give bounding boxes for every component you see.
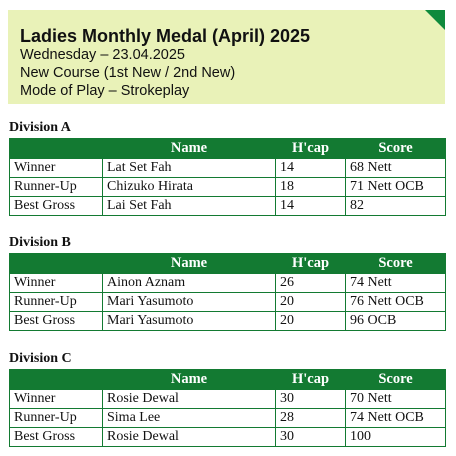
score: 96 OCB [346,312,446,331]
player-name: Lat Set Fah [103,159,276,178]
event-date: Wednesday – 23.04.2025 [20,47,186,63]
table-row [10,390,446,409]
player-name: Sima Lee [103,409,276,428]
division-title: Division A [9,120,71,135]
header-hcap: H'cap [276,254,346,274]
table-row [10,178,446,197]
corner-decoration [425,10,445,30]
table-header-row [10,254,446,274]
score: 71 Nett OCB [346,178,446,197]
table-row [10,312,446,331]
header-name: Name [103,370,276,390]
handicap: 14 [276,197,346,216]
score: 70 Nett [346,390,446,409]
header-name: Name [103,139,276,159]
handicap: 30 [276,390,346,409]
score: 74 Nett OCB [346,409,446,428]
results-table [9,253,446,331]
row-label: Winner [10,274,103,293]
handicap: 14 [276,159,346,178]
play-mode: Mode of Play – Strokeplay [20,83,190,99]
score: 100 [346,428,446,447]
row-label: Best Gross [10,312,103,331]
table-row [10,428,446,447]
header-hcap: H'cap [276,139,346,159]
division-c [9,350,446,447]
score: 74 Nett [346,274,446,293]
header-blank [10,254,103,274]
header-score: Score [346,139,446,159]
player-name: Chizuko Hirata [103,178,276,197]
course-info: New Course (1st New / 2nd New) [20,65,236,81]
table-header-row [10,370,446,390]
results-table [9,138,446,216]
row-label: Winner [10,390,103,409]
handicap: 20 [276,293,346,312]
table-header-row [10,139,446,159]
player-name: Rosie Dewal [103,390,276,409]
handicap: 30 [276,428,346,447]
table-row [10,274,446,293]
player-name: Mari Yasumoto [103,293,276,312]
division-a [9,119,446,216]
player-name: Lai Set Fah [103,197,276,216]
division-b [9,234,446,331]
row-label: Runner-Up [10,293,103,312]
division-title: Division B [9,235,71,250]
row-label: Runner-Up [10,409,103,428]
player-name: Ainon Aznam [103,274,276,293]
handicap: 28 [276,409,346,428]
page-title: Ladies Monthly Medal (April) 2025 [20,26,311,46]
header-blank [10,370,103,390]
handicap: 20 [276,312,346,331]
header-score: Score [346,370,446,390]
header-blank [10,139,103,159]
score: 68 Nett [346,159,446,178]
handicap: 18 [276,178,346,197]
row-label: Best Gross [10,428,103,447]
player-name: Rosie Dewal [103,428,276,447]
score: 82 [346,197,446,216]
row-label: Winner [10,159,103,178]
row-label: Runner-Up [10,178,103,197]
player-name: Mari Yasumoto [103,312,276,331]
table-row [10,293,446,312]
header-score: Score [346,254,446,274]
header-banner [8,10,445,104]
header-hcap: H'cap [276,370,346,390]
results-table [9,369,446,447]
row-label: Best Gross [10,197,103,216]
score: 76 Nett OCB [346,293,446,312]
header-name: Name [103,254,276,274]
table-row [10,197,446,216]
handicap: 26 [276,274,346,293]
division-title: Division C [9,351,72,366]
table-row [10,159,446,178]
table-row [10,409,446,428]
